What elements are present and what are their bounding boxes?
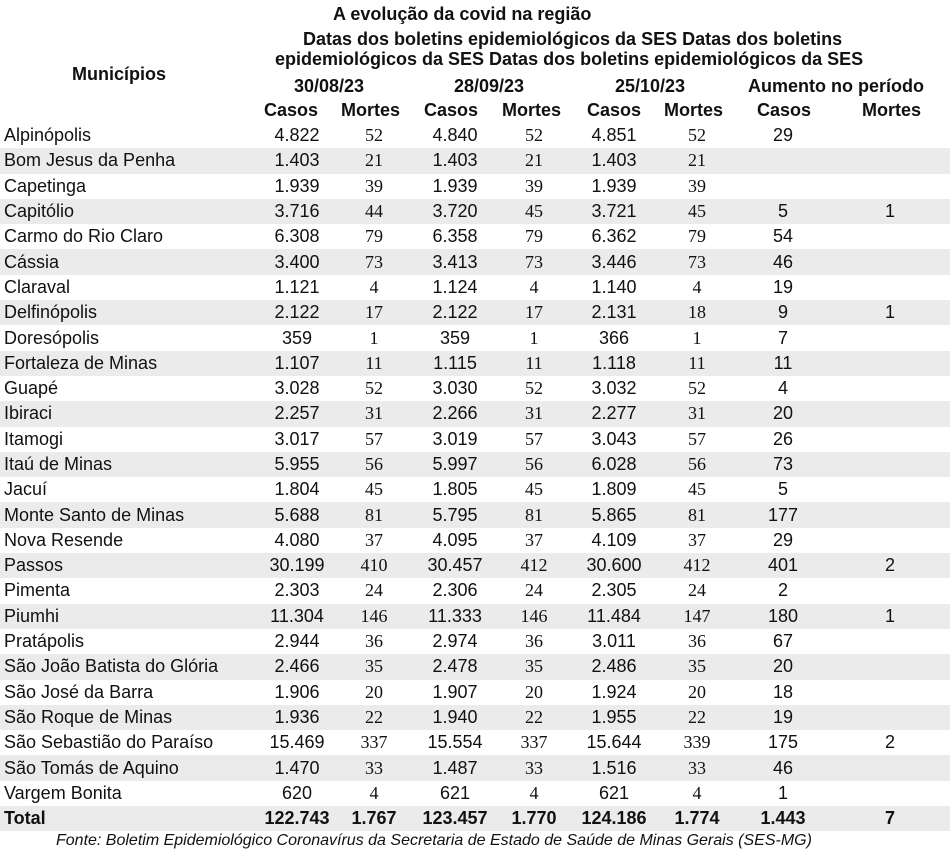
cell-name: Doresópolis [0,325,258,350]
cell-c1: 5.688 [258,502,336,527]
table-row [0,629,950,654]
table-row [0,427,950,452]
cell-im [830,755,950,780]
cell-c2: 3.019 [412,427,498,452]
table-row [0,376,950,401]
cell-c2: 4.095 [412,528,498,553]
cell-c1: 6.308 [258,224,336,249]
cell-m2: 20 [498,680,570,705]
table-subtitle-line2: epidemiológicos da SES Datas dos boletins epidemiológicos da SES [275,49,864,69]
cell-c2: 1.805 [412,477,498,502]
cell-c1: 5.955 [258,452,336,477]
cell-c1: 2.303 [258,578,336,603]
table-row [0,224,950,249]
cell-m1: 24 [336,578,412,603]
cell-c1: 2.122 [258,300,336,325]
cell-c1: 2.944 [258,629,336,654]
cell-m3: 81 [658,502,736,527]
cell-im: 7 [830,806,950,831]
table-row [0,654,950,679]
cell-m2: 37 [498,528,570,553]
cell-m2: 22 [498,705,570,730]
cell-m2: 11 [498,351,570,376]
cell-name: São Tomás de Aquino [0,755,258,780]
cell-m3: 339 [658,730,736,755]
cell-ic: 401 [736,553,830,578]
cell-m3: 24 [658,578,736,603]
cell-m2: 1.770 [498,806,570,831]
cell-c2: 30.457 [412,553,498,578]
municipios-header: Municípios [72,64,166,84]
table-row [0,300,950,325]
cell-ic: 29 [736,528,830,553]
cell-ic: 2 [736,578,830,603]
cell-m1: 37 [336,528,412,553]
cell-m3: 4 [658,781,736,806]
cell-m1: 36 [336,629,412,654]
cell-im [830,654,950,679]
table-row [0,528,950,553]
cell-c3: 3.011 [570,629,658,654]
cell-ic: 54 [736,224,830,249]
cell-m3: 21 [658,148,736,173]
cell-ic: 73 [736,452,830,477]
cell-c3: 1.403 [570,148,658,173]
cell-c1: 1.906 [258,680,336,705]
cell-m3: 412 [658,553,736,578]
cell-m2: 337 [498,730,570,755]
table-row [0,578,950,603]
cell-c2: 11.333 [412,604,498,629]
cell-m3: 1 [658,325,736,350]
cell-c2: 1.939 [412,174,498,199]
casos-header-3: Casos [587,100,642,120]
cell-m2: 79 [498,224,570,249]
cell-im: 1 [830,199,950,224]
cell-m1: 73 [336,249,412,274]
cell-m3: 18 [658,300,736,325]
cell-m1: 56 [336,452,412,477]
cell-c3: 2.131 [570,300,658,325]
cell-ic: 11 [736,351,830,376]
cell-c3: 15.644 [570,730,658,755]
cell-c2: 2.974 [412,629,498,654]
cell-c2: 1.403 [412,148,498,173]
cell-c1: 2.257 [258,401,336,426]
cell-c1: 15.469 [258,730,336,755]
cell-c1: 1.939 [258,174,336,199]
cell-c3: 2.277 [570,401,658,426]
cell-m2: 52 [498,123,570,148]
cell-m2: 39 [498,174,570,199]
cell-m1: 4 [336,781,412,806]
cell-c2: 1.124 [412,275,498,300]
cell-c2: 1.907 [412,680,498,705]
date-header-3: 25/10/23 [615,76,686,96]
cell-im [830,249,950,274]
cell-m1: 337 [336,730,412,755]
cell-m3: 45 [658,477,736,502]
cell-c2: 1.115 [412,351,498,376]
cell-m2: 45 [498,477,570,502]
cell-c1: 1.403 [258,148,336,173]
cell-m3: 36 [658,629,736,654]
cell-c2: 3.030 [412,376,498,401]
table-row [0,680,950,705]
date-header-2: 28/09/23 [454,76,525,96]
cell-name: Capetinga [0,174,258,199]
cell-name: Ibiraci [0,401,258,426]
mortes-header-increase: Mortes [862,100,922,120]
cell-ic: 67 [736,629,830,654]
cell-c2: 15.554 [412,730,498,755]
cell-c3: 3.032 [570,376,658,401]
cell-c2: 3.413 [412,249,498,274]
cell-c3: 1.955 [570,705,658,730]
cell-m1: 79 [336,224,412,249]
cell-m1: 52 [336,376,412,401]
cell-name: Alpinópolis [0,123,258,148]
cell-c2: 5.795 [412,502,498,527]
cell-m1: 20 [336,680,412,705]
cell-c1: 11.304 [258,604,336,629]
cell-im [830,351,950,376]
cell-m2: 45 [498,199,570,224]
cell-ic: 46 [736,755,830,780]
table-row [0,401,950,426]
table-row [0,325,950,350]
cell-ic: 180 [736,604,830,629]
cell-c3: 5.865 [570,502,658,527]
cell-m3: 57 [658,427,736,452]
cell-m1: 31 [336,401,412,426]
cell-m3: 33 [658,755,736,780]
cell-c2: 1.940 [412,705,498,730]
cell-c2: 2.306 [412,578,498,603]
cell-name: Claraval [0,275,258,300]
cell-c2: 2.122 [412,300,498,325]
cell-name: Guapé [0,376,258,401]
cell-im [830,401,950,426]
cell-name: Bom Jesus da Penha [0,148,258,173]
cell-m1: 4 [336,275,412,300]
cell-c1: 1.804 [258,477,336,502]
cell-m2: 35 [498,654,570,679]
cell-im [830,275,950,300]
cell-m2: 31 [498,401,570,426]
cell-im [830,680,950,705]
cell-m2: 56 [498,452,570,477]
cell-im [830,174,950,199]
cell-ic: 18 [736,680,830,705]
cell-im [830,629,950,654]
cell-c1: 1.470 [258,755,336,780]
cell-m2: 21 [498,148,570,173]
cell-c3: 366 [570,325,658,350]
cell-ic: 1.443 [736,806,830,831]
cell-ic: 1 [736,781,830,806]
table-row [0,755,950,780]
cell-m3: 147 [658,604,736,629]
cell-m3: 45 [658,199,736,224]
cell-m3: 20 [658,680,736,705]
cell-m2: 52 [498,376,570,401]
cell-name: Itaú de Minas [0,452,258,477]
table-row [0,705,950,730]
cell-im: 2 [830,553,950,578]
cell-name: Vargem Bonita [0,781,258,806]
cell-c1: 4.080 [258,528,336,553]
covid-table [0,123,950,831]
cell-c3: 2.486 [570,654,658,679]
cell-im [830,376,950,401]
cell-m2: 4 [498,275,570,300]
cell-ic: 5 [736,477,830,502]
cell-c3: 3.446 [570,249,658,274]
cell-ic [736,174,830,199]
cell-c2: 621 [412,781,498,806]
cell-ic: 9 [736,300,830,325]
cell-c2: 5.997 [412,452,498,477]
cell-c3: 4.109 [570,528,658,553]
cell-c1: 122.743 [258,806,336,831]
cell-name: Carmo do Rio Claro [0,224,258,249]
cell-c3: 11.484 [570,604,658,629]
cell-ic: 19 [736,275,830,300]
cell-im: 1 [830,300,950,325]
cell-m3: 52 [658,376,736,401]
table-row [0,452,950,477]
cell-m1: 146 [336,604,412,629]
cell-c2: 6.358 [412,224,498,249]
mortes-header-3: Mortes [664,100,724,120]
cell-m3: 1.774 [658,806,736,831]
cell-ic: 46 [736,249,830,274]
table-title: A evolução da covid na região [333,4,592,24]
cell-m3: 37 [658,528,736,553]
cell-m2: 57 [498,427,570,452]
cell-name: Capitólio [0,199,258,224]
cell-name: Pratápolis [0,629,258,654]
cell-name: Fortaleza de Minas [0,351,258,376]
cell-im [830,427,950,452]
cell-m2: 146 [498,604,570,629]
cell-im [830,452,950,477]
cell-m1: 35 [336,654,412,679]
mortes-header-2: Mortes [502,100,562,120]
cell-m1: 57 [336,427,412,452]
cell-c3: 1.140 [570,275,658,300]
cell-m1: 1 [336,325,412,350]
cell-m1: 410 [336,553,412,578]
cell-c3: 4.851 [570,123,658,148]
cell-im [830,781,950,806]
cell-m1: 17 [336,300,412,325]
table-row [0,604,950,629]
cell-m3: 22 [658,705,736,730]
cell-c1: 3.028 [258,376,336,401]
table-row [0,123,950,148]
cell-im [830,705,950,730]
cell-ic [736,148,830,173]
cell-c2: 1.487 [412,755,498,780]
cell-m2: 33 [498,755,570,780]
cell-m2: 1 [498,325,570,350]
cell-m1: 44 [336,199,412,224]
cell-name: Jacuí [0,477,258,502]
cell-ic: 4 [736,376,830,401]
cell-c1: 2.466 [258,654,336,679]
cell-c3: 1.516 [570,755,658,780]
cell-name: Monte Santo de Minas [0,502,258,527]
casos-header-1: Casos [264,100,319,120]
cell-c1: 359 [258,325,336,350]
casos-header-2: Casos [424,100,479,120]
cell-c3: 1.939 [570,174,658,199]
cell-ic: 177 [736,502,830,527]
cell-c3: 1.809 [570,477,658,502]
cell-c3: 1.118 [570,351,658,376]
cell-name: Total [0,806,258,831]
cell-c2: 3.720 [412,199,498,224]
cell-c1: 4.822 [258,123,336,148]
table-row [0,148,950,173]
cell-c2: 123.457 [412,806,498,831]
cell-m1: 52 [336,123,412,148]
cell-c3: 1.924 [570,680,658,705]
cell-ic: 29 [736,123,830,148]
cell-m2: 17 [498,300,570,325]
table-row [0,351,950,376]
cell-m1: 39 [336,174,412,199]
cell-m2: 81 [498,502,570,527]
cell-ic: 20 [736,401,830,426]
cell-ic: 19 [736,705,830,730]
table-subtitle-line1: Datas dos boletins epidemiológicos da SES Datas dos boletins [303,29,843,49]
table-row [0,275,950,300]
table-row [0,781,950,806]
increase-header: Aumento no período [748,76,924,96]
casos-header-increase: Casos [757,100,812,120]
cell-c1: 3.017 [258,427,336,452]
cell-name: Cássia [0,249,258,274]
cell-c3: 124.186 [570,806,658,831]
cell-name: São Sebastião do Paraíso [0,730,258,755]
cell-im [830,477,950,502]
cell-m1: 11 [336,351,412,376]
cell-m3: 79 [658,224,736,249]
cell-c3: 6.028 [570,452,658,477]
table-body [0,123,950,831]
cell-c3: 2.305 [570,578,658,603]
cell-name: São Roque de Minas [0,705,258,730]
cell-name: Itamogi [0,427,258,452]
table-row [0,730,950,755]
cell-m2: 36 [498,629,570,654]
table-row [0,502,950,527]
cell-c3: 3.043 [570,427,658,452]
cell-m3: 56 [658,452,736,477]
total-row [0,806,950,831]
cell-c1: 30.199 [258,553,336,578]
cell-name: São João Batista do Glória [0,654,258,679]
table-row [0,199,950,224]
cell-m3: 31 [658,401,736,426]
cell-name: Piumhi [0,604,258,629]
cell-m3: 4 [658,275,736,300]
cell-c3: 621 [570,781,658,806]
mortes-header-1: Mortes [341,100,401,120]
cell-name: São José da Barra [0,680,258,705]
cell-c1: 620 [258,781,336,806]
date-header-1: 30/08/23 [294,76,365,96]
cell-c2: 2.266 [412,401,498,426]
table-row [0,174,950,199]
cell-im [830,123,950,148]
cell-c1: 1.936 [258,705,336,730]
cell-name: Pimenta [0,578,258,603]
cell-im [830,578,950,603]
cell-m2: 24 [498,578,570,603]
cell-ic: 7 [736,325,830,350]
cell-name: Passos [0,553,258,578]
cell-m3: 52 [658,123,736,148]
cell-name: Delfinópolis [0,300,258,325]
cell-m1: 21 [336,148,412,173]
cell-c1: 1.107 [258,351,336,376]
cell-im [830,325,950,350]
cell-im: 1 [830,604,950,629]
cell-m2: 412 [498,553,570,578]
cell-c2: 2.478 [412,654,498,679]
cell-m1: 1.767 [336,806,412,831]
cell-ic: 175 [736,730,830,755]
cell-m3: 35 [658,654,736,679]
cell-c1: 1.121 [258,275,336,300]
cell-c3: 30.600 [570,553,658,578]
cell-c1: 3.400 [258,249,336,274]
cell-im [830,528,950,553]
table-row [0,249,950,274]
cell-ic: 20 [736,654,830,679]
cell-ic: 26 [736,427,830,452]
cell-c3: 3.721 [570,199,658,224]
cell-m1: 45 [336,477,412,502]
table-row [0,553,950,578]
cell-m3: 73 [658,249,736,274]
cell-im [830,148,950,173]
table-row [0,477,950,502]
cell-c2: 359 [412,325,498,350]
cell-c1: 3.716 [258,199,336,224]
cell-m1: 33 [336,755,412,780]
cell-m1: 81 [336,502,412,527]
cell-im: 2 [830,730,950,755]
cell-m1: 22 [336,705,412,730]
cell-c2: 4.840 [412,123,498,148]
source-note: Fonte: Boletim Epidemiológico Coronavírus da Secretaria de Estado de Saúde de Minas Gerais (SES-MG) [56,832,812,849]
cell-c3: 6.362 [570,224,658,249]
cell-m3: 39 [658,174,736,199]
cell-im [830,224,950,249]
cell-m2: 4 [498,781,570,806]
cell-im [830,502,950,527]
cell-name: Nova Resende [0,528,258,553]
cell-ic: 5 [736,199,830,224]
cell-m3: 11 [658,351,736,376]
cell-m2: 73 [498,249,570,274]
